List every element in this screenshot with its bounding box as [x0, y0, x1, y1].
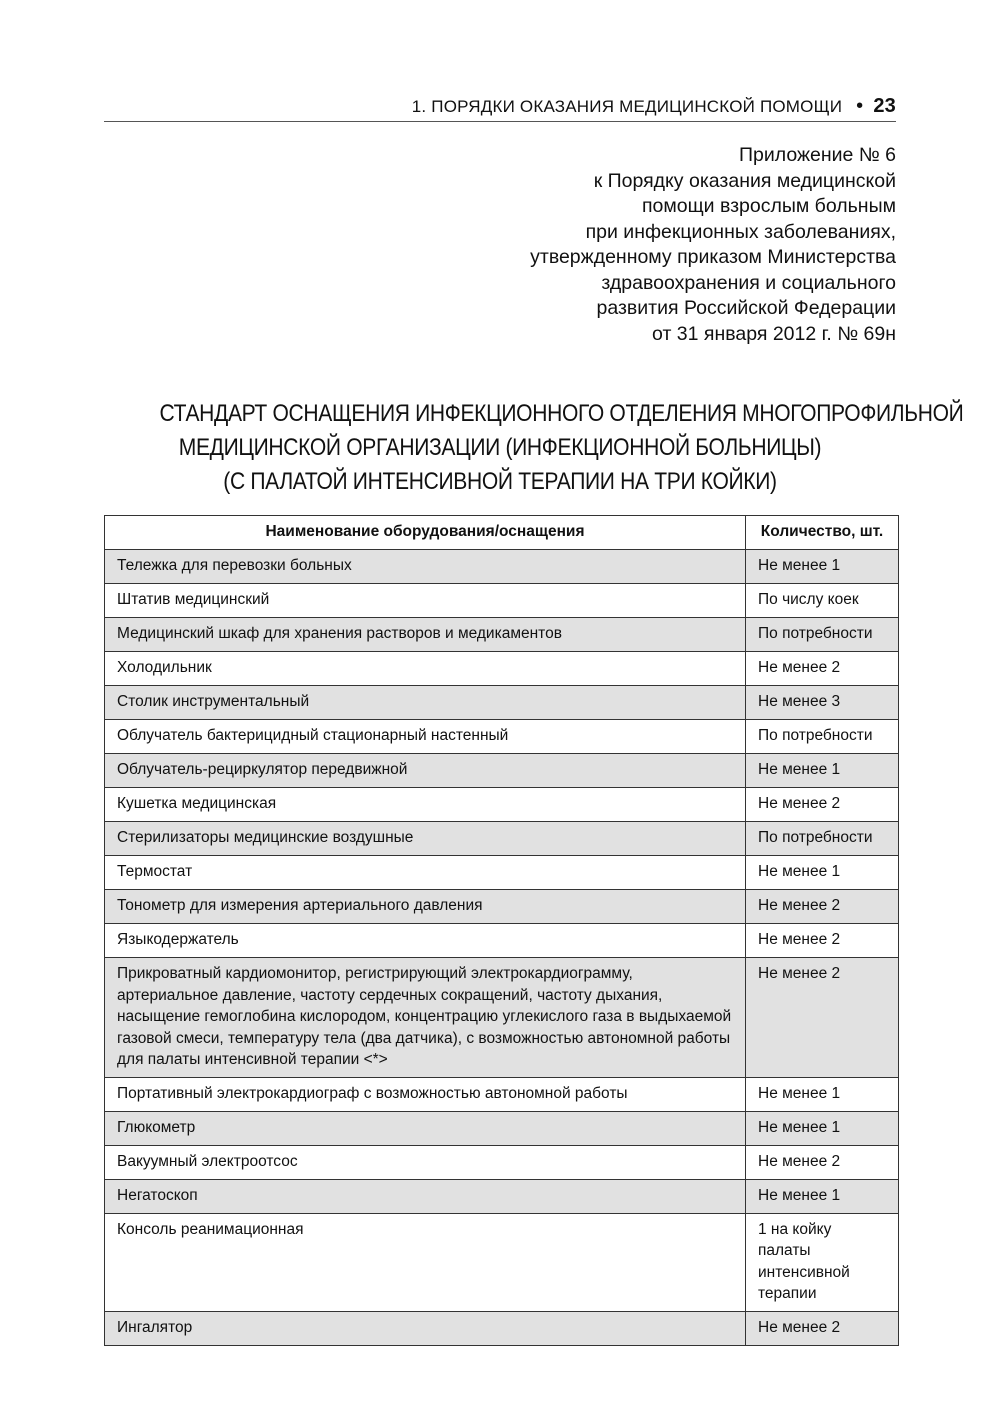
appendix-line: помощи взрослым больным [641, 195, 896, 217]
appendix-line: развития Российской Федерации [596, 297, 896, 319]
equipment-name-cell: Ингалятор [105, 1311, 746, 1345]
table-row [105, 1145, 899, 1179]
quantity-cell: Не менее 2 [746, 1145, 899, 1179]
appendix-line: утвержденному приказом Министерства [530, 246, 896, 268]
quantity-cell: Не менее 2 [746, 890, 899, 924]
equipment-name-cell: Кушетка медицинская [105, 788, 746, 822]
quantity-cell: По потребности [746, 822, 899, 856]
appendix-line: к Порядку оказания медицинской [593, 169, 896, 192]
table-row [105, 1179, 899, 1213]
table-row [105, 550, 899, 584]
equipment-name-cell: Вакуумный электроотсос [105, 1145, 746, 1179]
quantity-cell: Не менее 1 [746, 550, 899, 584]
bullet-icon: • [856, 95, 864, 117]
equipment-name-cell: Прикроватный кардиомонитор, регистрирующий электрокардиограмму, артериальное давление, частоту сердечных сокращений, частоту дыхания, насыщение гемоглобина кислородом, концентрацию углекислого газа в выдыхаемой газовой смеси, температуру тела (два датчика), с возможностью автономной работы для палаты интенсивной терапии <*> [105, 958, 746, 1078]
table-row [105, 788, 899, 822]
quantity-cell: Не менее 1 [746, 1077, 899, 1111]
quantity-cell: Не менее 2 [746, 788, 899, 822]
title-line: (С ПАЛАТОЙ ИНТЕНСИВНОЙ ТЕРАПИИ НА ТРИ КОЙКИ) [223, 468, 777, 495]
table-row [105, 1311, 899, 1345]
quantity-cell: Не менее 1 [746, 754, 899, 788]
equipment-name-cell: Холодильник [105, 652, 746, 686]
equipment-name-cell: Штатив медицинский [105, 584, 746, 618]
table-row [105, 822, 899, 856]
quantity-cell: Не менее 1 [746, 1111, 899, 1145]
equipment-name-cell: Консоль реанимационная [105, 1213, 746, 1311]
equipment-name-cell: Глюкометр [105, 1111, 746, 1145]
equipment-name-cell: Тележка для перевозки больных [105, 550, 746, 584]
quantity-cell: Не менее 1 [746, 1179, 899, 1213]
table-row [105, 584, 899, 618]
appendix-line: Приложение № 6 [739, 144, 896, 166]
table-row [105, 1077, 899, 1111]
table-row [105, 686, 899, 720]
appendix-reference [376, 143, 896, 347]
equipment-name-cell: Столик инструментальный [105, 686, 746, 720]
quantity-cell: По потребности [746, 618, 899, 652]
equipment-name-cell: Тонометр для измерения артериального давления [105, 890, 746, 924]
table-header-row [105, 516, 899, 550]
table-row [105, 652, 899, 686]
quantity-cell: Не менее 2 [746, 958, 899, 1078]
equipment-name-cell: Облучатель-рециркулятор передвижной [105, 754, 746, 788]
table-row [105, 720, 899, 754]
equipment-name-cell: Стерилизаторы медицинские воздушные [105, 822, 746, 856]
equipment-table [104, 515, 899, 1346]
table-row [105, 958, 899, 1078]
table-row [105, 924, 899, 958]
equipment-name-cell: Термостат [105, 856, 746, 890]
table-row [105, 618, 899, 652]
table-row [105, 856, 899, 890]
page-number: 23 [873, 95, 896, 117]
equipment-name-cell: Облучатель бактерицидный стационарный настенный [105, 720, 746, 754]
quantity-cell: По потребности [746, 720, 899, 754]
appendix-line: здравоохранения и социального [601, 271, 896, 294]
document-title [159, 397, 964, 499]
quantity-cell: Не менее 2 [746, 924, 899, 958]
quantity-cell: 1 на койку палаты интенсивной терапии [746, 1213, 899, 1311]
quantity-cell: Не менее 2 [746, 652, 899, 686]
equipment-name-cell: Языкодержатель [105, 924, 746, 958]
equipment-name-cell: Портативный электрокардиограф с возможностью автономной работы [105, 1077, 746, 1111]
equipment-name-cell: Медицинский шкаф для хранения растворов и медикаментов [105, 618, 746, 652]
title-line: МЕДИЦИНСКОЙ ОРГАНИЗАЦИИ (ИНФЕКЦИОННОЙ БОЛЬНИЦЫ) [178, 434, 822, 461]
table-row [105, 1111, 899, 1145]
appendix-line: от 31 января 2012 г. № 69н [652, 322, 896, 345]
column-header-quantity: Количество, шт. [746, 516, 899, 550]
equipment-name-cell: Негатоскоп [105, 1179, 746, 1213]
quantity-cell: По числу коек [746, 584, 899, 618]
table-body [105, 550, 899, 1346]
quantity-cell: Не менее 1 [746, 856, 899, 890]
title-line: СТАНДАРТ ОСНАЩЕНИЯ ИНФЕКЦИОННОГО ОТДЕЛЕНИЯ МНОГОПРОФИЛЬНОЙ [159, 400, 964, 427]
table-row [105, 754, 899, 788]
section-title: 1. ПОРЯДКИ ОКАЗАНИЯ МЕДИЦИНСКОЙ ПОМОЩИ [411, 96, 843, 116]
quantity-cell: Не менее 2 [746, 1311, 899, 1345]
running-head [104, 92, 896, 122]
appendix-line: при инфекционных заболеваниях, [585, 220, 896, 243]
table-row [105, 1213, 899, 1311]
table-row [105, 890, 899, 924]
quantity-cell: Не менее 3 [746, 686, 899, 720]
column-header-name: Наименование оборудования/оснащения [105, 516, 746, 550]
